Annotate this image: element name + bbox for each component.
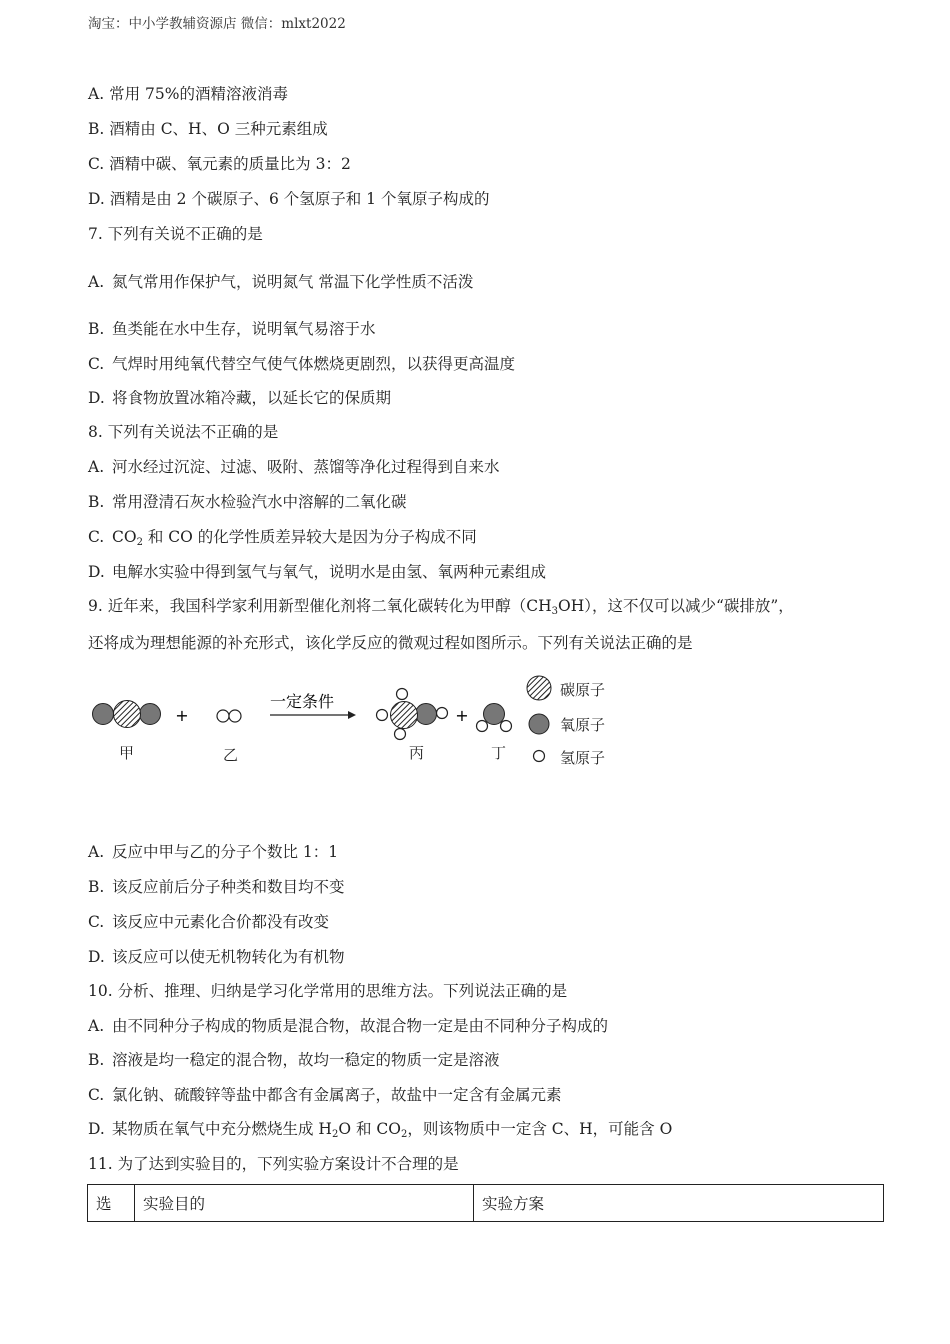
q6-option-d: D. 酒精是由 2 个碳原子、6 个氢原子和 1 个氧原子构成的 bbox=[88, 190, 490, 208]
q7-stem: 7. 下列有关说不正确的是 bbox=[88, 225, 263, 243]
q8-option-b: B. 常用澄清石灰水检验汽水中溶解的二氧化碳 bbox=[88, 493, 407, 511]
legend-carbon: 碳原子 bbox=[560, 681, 606, 699]
molecule-co2 bbox=[93, 701, 161, 728]
q11-stem: 11. 为了达到实验目的，下列实验方案设计不合理的是 bbox=[88, 1155, 459, 1173]
q9-option-d: D. 该反应可以使无机物转化为有机物 bbox=[88, 948, 345, 966]
q7-option-b: B. 鱼类能在水中生存，说明氧气易溶于水 bbox=[88, 320, 376, 338]
q9-stem: 9. 近年来，我国科学家利用新型催化剂将二氧化碳转化为甲醇$(CH_3OH)$，这不仅可以减少“碳排放”， bbox=[88, 597, 794, 617]
legend bbox=[527, 676, 551, 762]
q9-option-b: B. 该反应前后分子种类和数目均不变 bbox=[88, 878, 345, 896]
molecule-h2 bbox=[217, 710, 241, 722]
label-ding: 丁 bbox=[491, 744, 507, 762]
label-bing: 丙 bbox=[409, 744, 425, 762]
q10-option-b: B. 溶液是均一稳定的混合物，故均一稳定的物质一定是溶液 bbox=[88, 1051, 500, 1069]
q7-option-d: D. 将食物放置冰箱冷藏，以延长它的保质期 bbox=[88, 389, 392, 407]
reaction-diagram bbox=[80, 670, 640, 775]
q7-option-c: C. 气焊时用纯氧代替空气使气体燃烧更剧烈，以获得更高温度 bbox=[88, 355, 516, 373]
q10-option-a: A. 由不同种分子构成的物质是混合物，故混合物一定是由不同种分子构成的 bbox=[88, 1017, 609, 1035]
table-header-row bbox=[88, 1185, 884, 1222]
molecule-h2o bbox=[477, 704, 512, 732]
q10-stem: 10. 分析、推理、归纳是学习化学常用的思维方法。下列说法正确的是 bbox=[88, 982, 568, 1000]
molecule-ch3oh bbox=[377, 689, 448, 740]
q9-stem-line2: 还将成为理想能源的补充形式，该化学反应的微观过程如图所示。下列有关说法正确的是 bbox=[88, 634, 693, 652]
q8-stem: 8. 下列有关说法不正确的是 bbox=[88, 423, 279, 441]
reaction-arrow bbox=[270, 711, 356, 719]
plus-sign-2: + bbox=[455, 706, 469, 725]
q10-option-c: C. 氯化钠、硫酸锌等盐中都含有金属离子，故盐中一定含有金属元素 bbox=[88, 1086, 562, 1104]
q8-option-c: C. $CO_2$ 和 CO 的化学性质差异较大是因为分子构成不同 bbox=[88, 528, 477, 548]
table-header-plan: 实验方案 bbox=[474, 1185, 884, 1222]
label-jia: 甲 bbox=[119, 744, 135, 762]
experiment-table bbox=[87, 1184, 884, 1222]
q8-option-a: A. 河水经过沉淀、过滤、吸附、蒸馏等净化过程得到自来水 bbox=[88, 458, 500, 476]
q6-option-a: A. 常用 75%的酒精溶液消毒 bbox=[88, 85, 288, 103]
table-header-purpose: 实验目的 bbox=[135, 1185, 474, 1222]
q10-option-d: D. 某物质在氧气中充分燃烧生成 $H_2O$ 和 $CO_2$，则该物质中一定含 C、H，可能含 O bbox=[88, 1120, 673, 1140]
table-header-option: 选 bbox=[88, 1185, 135, 1222]
q7-option-a: A. 氮气常用作保护气，说明氮气 常温下化学性质不活泼 bbox=[88, 273, 474, 291]
q6-option-b: B. 酒精由 C、H、O 三种元素组成 bbox=[88, 120, 328, 138]
reaction-condition: 一定条件 bbox=[269, 692, 335, 711]
label-yi: 乙 bbox=[223, 746, 239, 764]
q8-option-d: D. 电解水实验中得到氢气与氧气，说明水是由氢、氧两种元素组成 bbox=[88, 563, 547, 581]
legend-hydrogen: 氢原子 bbox=[560, 749, 606, 767]
page-header: 淘宝：中小学教辅资源店 微信：mlxt2022 bbox=[88, 16, 346, 32]
legend-oxygen: 氧原子 bbox=[560, 716, 606, 734]
q6-option-c: C. 酒精中碳、氧元素的质量比为 3：2 bbox=[88, 155, 351, 173]
q9-option-c: C. 该反应中元素化合价都没有改变 bbox=[88, 913, 330, 931]
plus-sign-1: + bbox=[175, 706, 189, 725]
q9-option-a: A. 反应中甲与乙的分子个数比 1：1 bbox=[88, 843, 339, 861]
